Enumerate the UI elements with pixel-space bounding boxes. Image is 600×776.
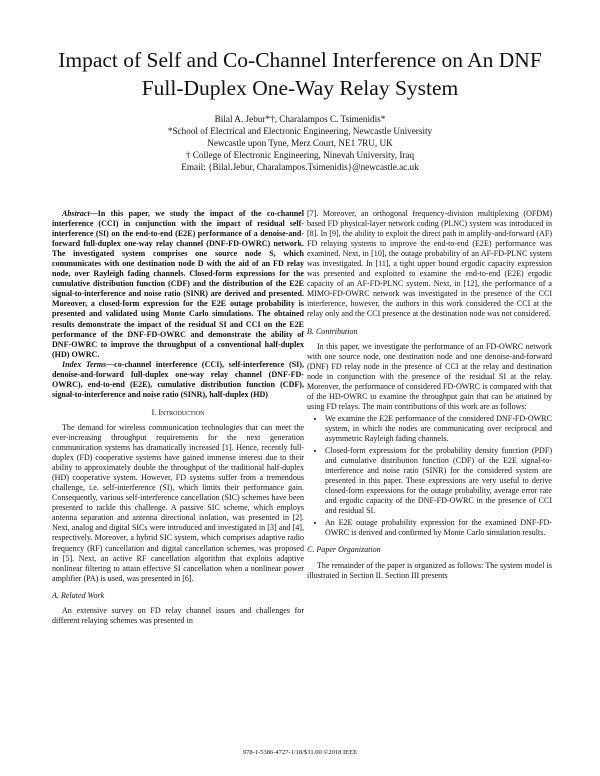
related-work-paragraph: An extensive survey on FD relay channel issues and challenges for different relaying schemes was presented in [52, 605, 304, 625]
intro-paragraph: The demand for wireless communication technologies that can meet the ever-increasing throughput requirements for the next generation communication systems has dramatically increased [1]. Hence, recently full-duplex (FD) cooperative systems have gained immense interest due to their ability to approximately double the throughput of the traditional half-duplex (HD) cooperative system. However, FD systems suffer from a tremendous challenge, i.e. self-interference (SI), which limits their performance gain. Consequently, various self-interference cancellation (SIC) schemes have been presented to tackle this challenge. A passive SIC scheme, which employs antenna separation and antenna directional isolation, was presented in [2]. Next, analog and digital SICs were introduced and investigated in [3] and [4], respectively. Moreover, a hybrid SIC system, which comprises adaptive radio frequency (RF) cancellation and digital cancellation schemes, was proposed in [5]. Next, an active RF cancellation algorithm that exploits adaptive nonlinear filtering to attain effective SI cancellation when a nonlinear power amplifier (PA) is used, was presented in [6]. [52, 422, 304, 583]
abstract-text: —In this paper, we study the impact of the co-channel interference (CCI) in conjunction with the impact of residual self-interference (SI) on the end-to-end (E2E) performance of a denoise-and-forward full-duplex one-way relay channel (DNF-FD-OWRC) network. The investigated system comprises one source node S, which communicates with one destination node D with the aid of an FD relay node, over Rayleigh fading channels. Closed-form expressions for the cumulative distribution function (CDF) and the distribution of the E2E signal-to-interference and noise ratio (SINR) are derived and presented. Moreover, a closed-form expression for the E2E outage probability is presented and validated using Monte Carlo simulations. The obtained results demonstrate the impact of the residual SI and CCI on the E2E performance of the DNF-FD-OWRC and demonstrate the ability of DNF-OWRC to improve the throughput of a conventional half-duplex (HD) OWRC. [52, 209, 304, 359]
list-item: • An E2E outage probability expression for the examined DNF-FD-OWRC is derived and confirmed by Monte Carlo simulation results. [325, 518, 552, 538]
left-column [52, 209, 304, 626]
organization-paragraph: The remainder of the paper is organized as follows: The system model is illustrated in Section II. Section III presents [307, 560, 552, 580]
abstract-lead: Abstract [62, 209, 90, 218]
contribution-paragraph: In this paper, we investigate the performance of an FD-OWRC network with one source node, one destination node and one denoise-and-forward (DNF) FD relay node in the presence of CCI at the relay and destination node in conjunction with the presence of the residual SI at the relay. Moreover, the performance of considered FD-OWRC is compared with that of the HD-OWRC to examine the throughput gain that can be attained by using FD relays. The main contributions of this work are as follows: [307, 341, 552, 411]
index-terms-text: —co-channel interference (CCI), self-interference (SI), denoise-and-forward full-duplex one-way relay channel (DNF-FD-OWRC), end-to-end (E2E), cumulative distribution function (CDF), signal-to-interference and noise ratio (SINR), half-duplex (HD) [52, 359, 304, 399]
list-item: • Closed-form expressions for the probability density function (PDF) and cumulative distribution function (CDF) of the E2E signal-to-interference and noise ratio (SINR) for the considered system are presented in this paper. These expressions are very useful to derive closed-form expressions for the outage probability, average error rate and ergodic capacity of the DNF-FD-OWRC in the presence of CCI and residual SI. [325, 446, 552, 516]
address-1: Newcastle upon Tyne, Merz Court, NE1 7RU, UK [207, 138, 393, 149]
index-terms [52, 360, 304, 400]
contribution-list [307, 414, 552, 539]
subsection-heading-paper-organization: C. Paper Organization [307, 545, 381, 555]
subsection-heading-contribution: B. Contribution [307, 326, 358, 336]
affiliation-2: † College of Electronic Engineering, Ninevah University, Iraq [185, 150, 415, 161]
index-terms-lead: Index Terms [62, 359, 107, 369]
paper-title: Impact of Self and Co-Channel Interference on An DNF Full-Duplex One-Way Relay System [58, 48, 542, 100]
list-item: • We examine the E2E performance of the considered DNF-FD-OWRC system, in which the nodes are communicating over reciprocal and asymmetric Rayleigh fading channels. [325, 414, 552, 444]
related-work-continued: [7]. Moreover, an orthogonal frequency-division multiplexing (OFDM) based FD physical-layer network coding (PLNC) system was introduced in [8]. In [9], the ability to exploit the direct path in amplify-and-forward (AF) FD relaying systems to improve the end-to-end (E2E) performance was examined. Next, in [10], the outage probability of an AF-FD-PLNC system was investigated. In [11], a tight upper bound ergodic capacity expression was presented and exploited to examine the end-to-end (E2E) ergodic capacity of an AF-FD-PLNC system. Next, in [12], the performance of a MIMO-FD-OWRC network was investigated in the presence of the CCI interference, however, the authors in this work considered the CCI at the relay only and the CCI presence at the destination node was not considered. [307, 209, 552, 319]
copyright-footer: 978-1-5386-4727-1/18/$31.00 ©2018 IEEE [242, 749, 358, 756]
author-email: Email: {Bilal.Jebur, Charalampos.Tsimenidis}@newcastle.ac.uk [181, 162, 419, 173]
author-block [40, 113, 560, 173]
right-column [307, 209, 552, 581]
subsection-heading-related-work: A. Related Work [52, 590, 105, 600]
abstract [52, 209, 304, 360]
author-names: Bilal A. Jebur*†, Charalampos C. Tsimenidis* [214, 114, 386, 124]
section-heading-introduction: I. Introduction [151, 407, 205, 417]
affiliation-1: *School of Electrical and Electronic Engineering, Newcastle University [167, 126, 433, 137]
